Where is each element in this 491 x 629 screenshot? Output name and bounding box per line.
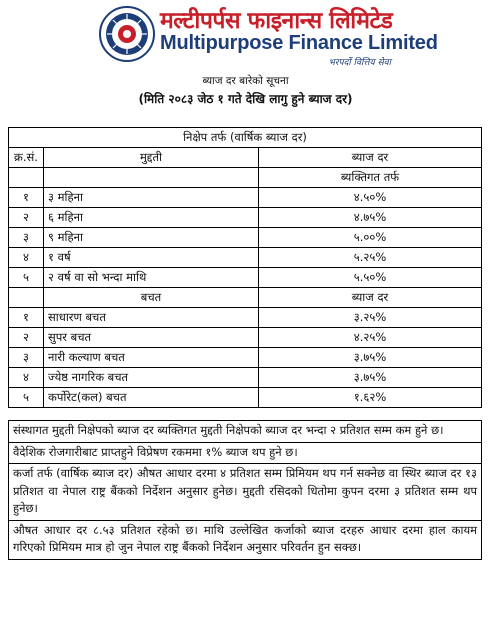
- header-individual: ब्यक्तिगत तर्फ: [259, 168, 482, 188]
- brand-name-english: Multipurpose Finance Limited: [160, 32, 438, 54]
- notice-title: ब्याज दर बारेको सूचना: [202, 75, 289, 87]
- row-rate: ३.७५%: [259, 368, 482, 388]
- note-institutional-deposit: संस्थागत मुद्दती निक्षेपको ब्याज दर ब्यक्तिगत मुद्दती निक्षेपको ब्याज दर भन्दा २ प्रतिशत सम्म कम हुने छ।: [8, 420, 482, 443]
- brand-name-nepali: मल्टीपर्पस फाइनान्स लिमिटेड: [160, 8, 393, 34]
- brand-logo: [99, 6, 155, 62]
- table-row: [9, 328, 482, 348]
- table-row: [9, 348, 482, 368]
- row-term: ज्येष्ठ नागरिक बचत: [44, 368, 259, 388]
- table-row: [9, 188, 482, 208]
- row-sn: ४: [9, 368, 44, 388]
- row-sn: ४: [9, 248, 44, 268]
- row-rate: ५.००%: [259, 228, 482, 248]
- table-header-row: [9, 148, 482, 168]
- row-rate: ५.२५%: [259, 248, 482, 268]
- header-rate: ब्याज दर: [259, 148, 482, 168]
- row-sn: २: [9, 328, 44, 348]
- table-row: [9, 208, 482, 228]
- finance-emblem-icon: [99, 6, 155, 62]
- header-term: मुद्दती: [44, 148, 259, 168]
- row-rate: ५.५०%: [259, 268, 482, 288]
- row-term: ३ महिना: [44, 188, 259, 208]
- row-term: नारी कल्याण बचत: [44, 348, 259, 368]
- row-term: १ वर्ष: [44, 248, 259, 268]
- row-sn: १: [9, 188, 44, 208]
- row-term: साधारण बचत: [44, 308, 259, 328]
- table-row: [9, 228, 482, 248]
- note-base-rate: औषत आधार दर ८.५३ प्रतिशत रहेको छ। माथि उल्लेखित कर्जाको ब्याज दरहरु आधार दरमा हाल कायम गरिएको प्रिमियम मात्र हो जुन नेपाल राष्ट्र बैंकको निर्देशन अनुसार परिवर्तन हुन सक्छ।: [8, 521, 482, 560]
- row-term: ६ महिना: [44, 208, 259, 228]
- row-rate: ४.२५%: [259, 328, 482, 348]
- brand-tagline: भरपर्दो वित्तिय सेवा: [328, 58, 391, 68]
- row-term: कर्पोरेट(कल) बचत: [44, 388, 259, 408]
- row-rate: १.६२%: [259, 388, 482, 408]
- savings-header-row: [9, 288, 482, 308]
- notice-subtitle: (मिति २०८३ जेठ १ गते देखि लागु हुने ब्याज दर): [138, 92, 353, 106]
- row-term: सुपर बचत: [44, 328, 259, 348]
- row-term: २ वर्ष वा सो भन्दा माथि: [44, 268, 259, 288]
- row-sn: ३: [9, 228, 44, 248]
- table-caption-row: [9, 128, 482, 148]
- interest-rate-table: [8, 127, 482, 408]
- header-sn: क्र.सं.: [9, 148, 44, 168]
- table-row: [9, 388, 482, 408]
- savings-header-term: बचत: [44, 288, 259, 308]
- row-rate: ३.७५%: [259, 348, 482, 368]
- note-loan-rate: कर्जा तर्फ (वार्षिक ब्याज दर) औषत आधार दरमा ४ प्रतिशत सम्म प्रिमियम थप गर्न सक्नेछ वा स्थिर ब्याज दर १३ प्रतिशत वा नेपाल राष्ट्र बैंकको निर्देशन अनुसार हुनेछ। मुद्दती रसिदको धितोमा कुपन दरमा ३ प्रतिशत सम्म थप हुनेछ।: [8, 464, 482, 521]
- row-sn: ५: [9, 268, 44, 288]
- table-row: [9, 368, 482, 388]
- notes-section: [8, 420, 482, 560]
- table-caption: निक्षेप तर्फ (वार्षिक ब्याज दर): [9, 128, 482, 148]
- row-sn: ५: [9, 388, 44, 408]
- row-sn: २: [9, 208, 44, 228]
- table-row: [9, 268, 482, 288]
- table-row: [9, 308, 482, 328]
- row-rate: ३.२५%: [259, 308, 482, 328]
- table-subheader-row: [9, 168, 482, 188]
- note-remittance: वैदेशिक रोजगारीबाट प्राप्तहुने विप्रेषण रकममा १% ब्याज थप हुने छ।: [8, 443, 482, 465]
- row-rate: ४.५०%: [259, 188, 482, 208]
- row-rate: ४.७५%: [259, 208, 482, 228]
- row-term: ९ महिना: [44, 228, 259, 248]
- table-row: [9, 248, 482, 268]
- savings-header-rate: ब्याज दर: [259, 288, 482, 308]
- row-sn: ३: [9, 348, 44, 368]
- row-sn: १: [9, 308, 44, 328]
